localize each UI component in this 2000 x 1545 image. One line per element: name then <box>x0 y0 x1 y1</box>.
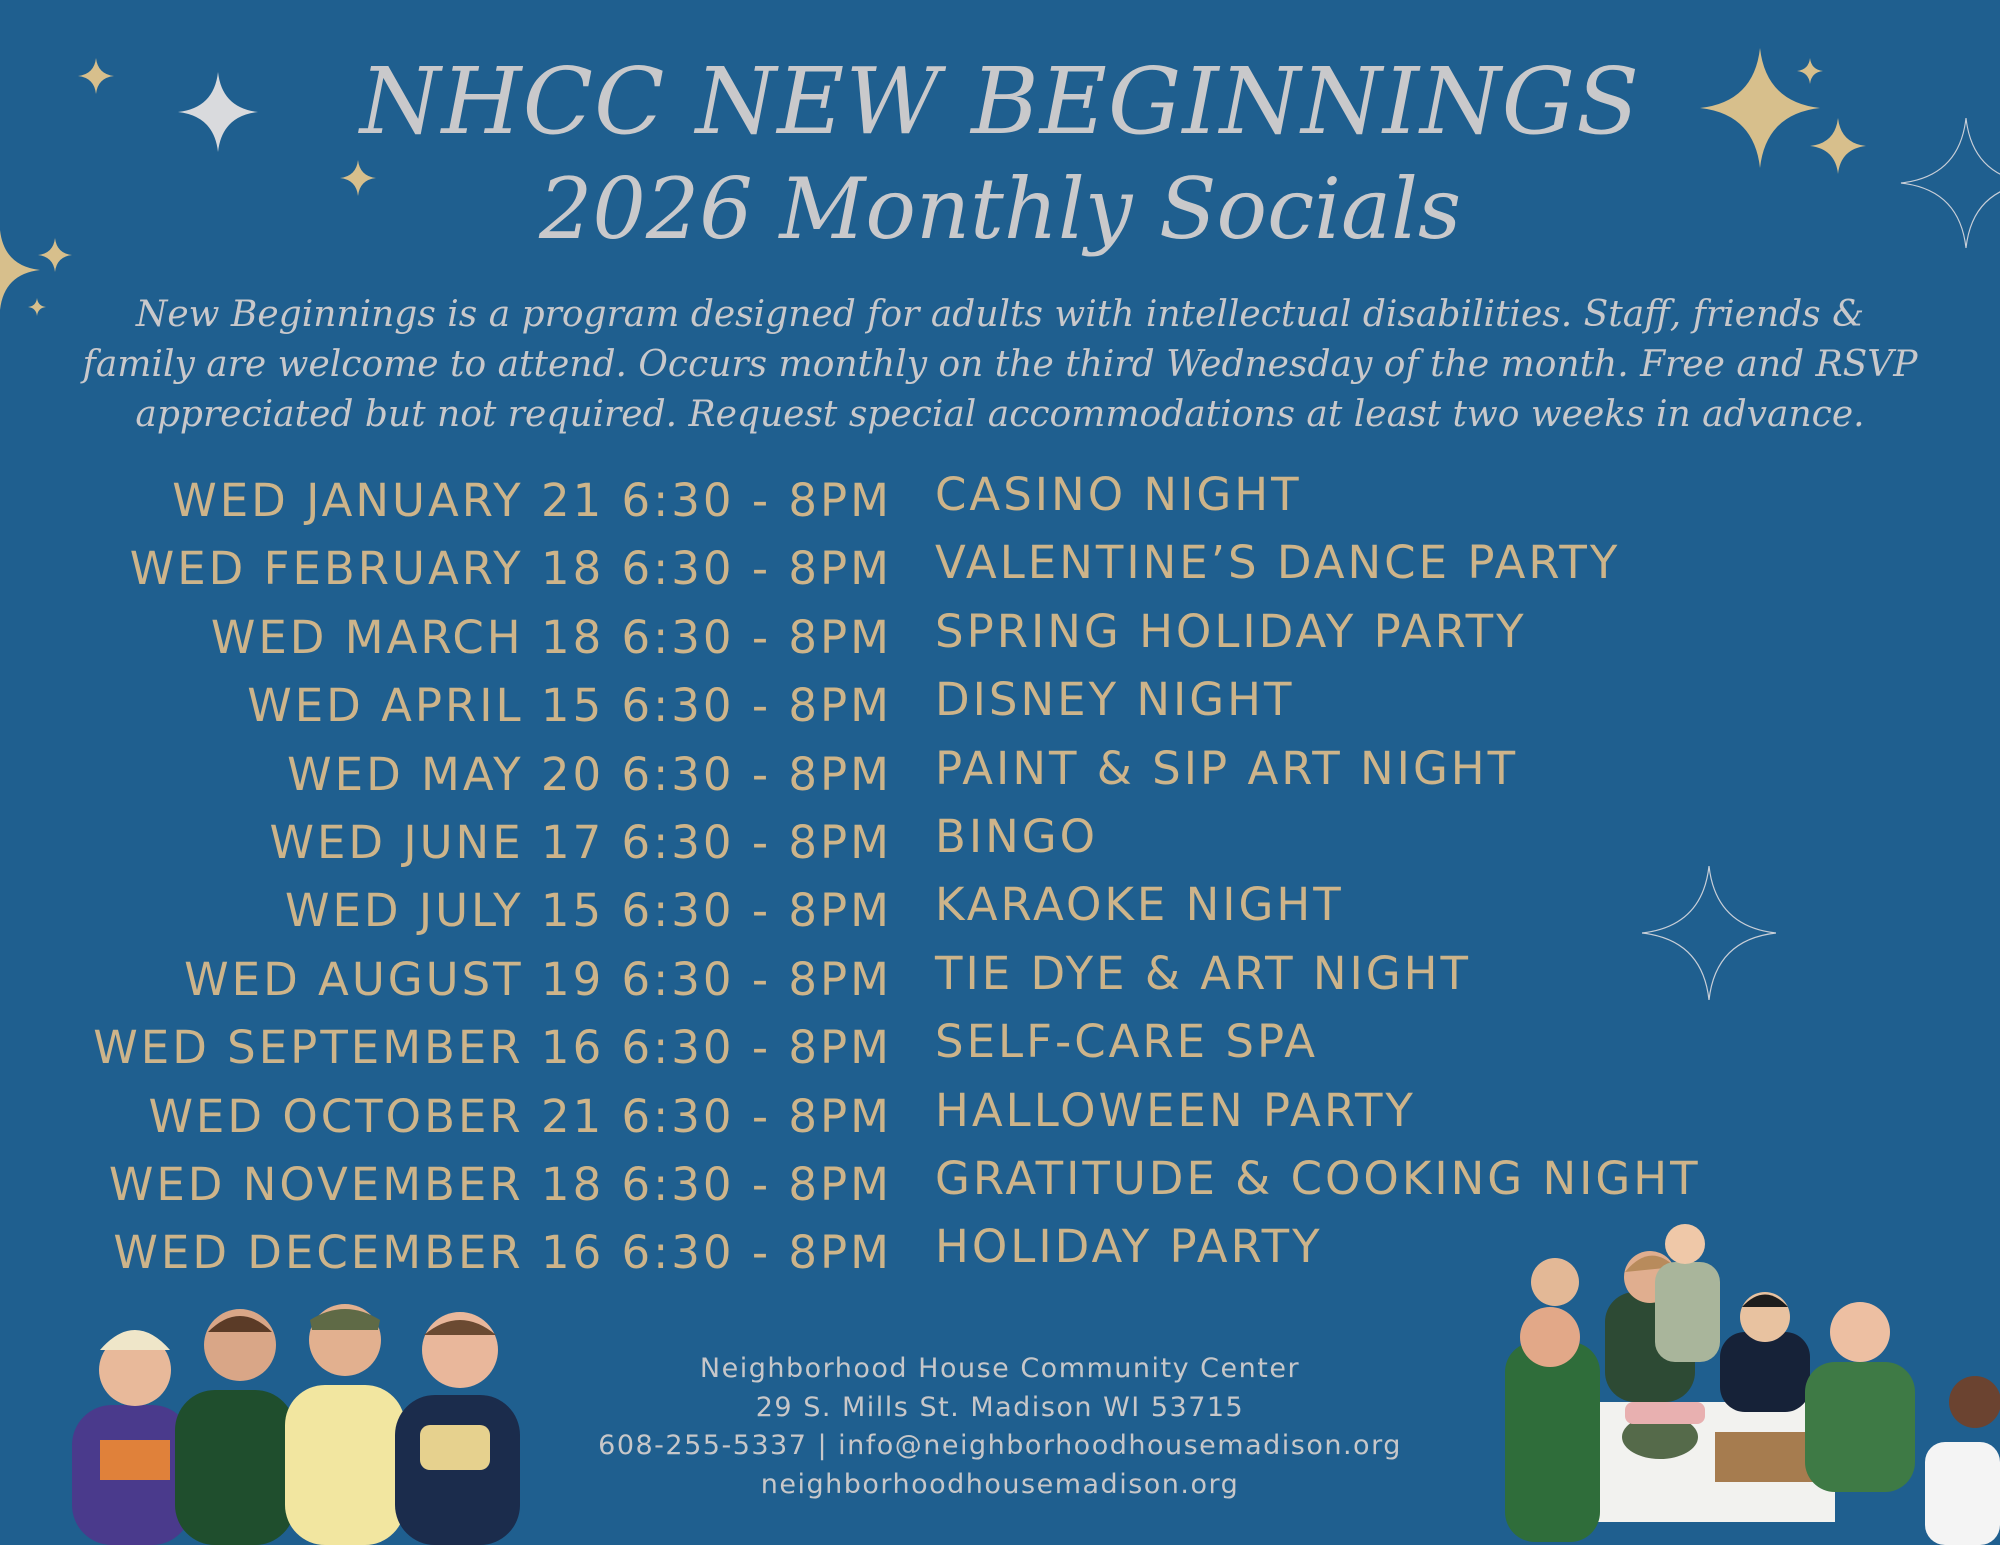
footer-contact <box>540 1350 1460 1504</box>
footer-address: 29 S. Mills St. Madison WI 53715 <box>755 1391 1245 1423</box>
program-description: New Beginnings is a program designed for adults with intellectual disabilities. Staff, friends & family are welcome to attend. Occurs monthly on the third Wednesday of the month. Free and RSVP appreciated but not required. Request special accommodations at least two weeks in advance. <box>82 294 1918 435</box>
schedule-date: WED FEBRUARY 18 6:30 - 8PM <box>129 542 892 596</box>
schedule-event: BINGO <box>935 809 1099 863</box>
schedule-date: WED JULY 15 6:30 - 8PM <box>284 884 892 938</box>
schedule-date: WED DECEMBER 16 6:30 - 8PM <box>113 1226 892 1280</box>
schedule-event: SPRING HOLIDAY PARTY <box>935 604 1527 658</box>
schedule-event: DISNEY NIGHT <box>935 673 1295 727</box>
schedule-row <box>0 1151 2000 1219</box>
schedule-date: WED JUNE 17 6:30 - 8PM <box>269 815 892 869</box>
schedule-event: HOLIDAY PARTY <box>935 1220 1323 1274</box>
sparkle-icon <box>28 298 46 316</box>
schedule-row <box>0 672 2000 740</box>
group-photo-right <box>1505 1222 2000 1545</box>
schedule-date: WED APRIL 15 6:30 - 8PM <box>247 679 892 733</box>
footer-org-name: Neighborhood House Community Center <box>699 1353 1301 1384</box>
schedule-row <box>0 467 2000 535</box>
schedule-date: WED MAY 20 6:30 - 8PM <box>287 747 892 801</box>
schedule-row <box>0 1014 2000 1082</box>
footer-website-link[interactable]: neighborhoodhousemadison.org <box>760 1468 1240 1500</box>
schedule-date: WED JANUARY 21 6:30 - 8PM <box>172 474 892 527</box>
schedule-row <box>0 604 2000 672</box>
schedule-event: GRATITUDE & COOKING NIGHT <box>935 1151 1701 1205</box>
schedule-event: SELF-CARE SPA <box>935 1015 1319 1069</box>
schedule-date: WED AUGUST 19 6:30 - 8PM <box>184 952 892 1006</box>
page-subtitle: 2026 Monthly Socials <box>538 160 1462 258</box>
footer-phone-email: 608-255-5337 | info@neighborhoodhousemadison.org <box>598 1430 1402 1461</box>
schedule-list <box>0 467 2000 1288</box>
page-title: NHCC NEW BEGINNINGS <box>359 48 1641 155</box>
schedule-event: PAINT & SIP ART NIGHT <box>935 741 1519 795</box>
schedule-event: CASINO NIGHT <box>935 468 1302 521</box>
schedule-date: WED OCTOBER 21 6:30 - 8PM <box>148 1089 892 1143</box>
group-photo-left <box>60 1290 530 1545</box>
schedule-row <box>0 877 2000 945</box>
schedule-row <box>0 809 2000 877</box>
schedule-row <box>0 535 2000 603</box>
schedule-event: HALLOWEEN PARTY <box>935 1083 1416 1137</box>
schedule-row <box>0 946 2000 1014</box>
schedule-row <box>0 1083 2000 1151</box>
schedule-event: VALENTINE’S DANCE PARTY <box>935 536 1621 590</box>
schedule-date: WED MARCH 18 6:30 - 8PM <box>210 610 892 664</box>
schedule-event: KARAOKE NIGHT <box>935 878 1344 932</box>
schedule-date: WED NOVEMBER 18 6:30 - 8PM <box>108 1157 892 1211</box>
schedule-row <box>0 741 2000 809</box>
schedule-event: TIE DYE & ART NIGHT <box>935 946 1472 1000</box>
schedule-date: WED SEPTEMBER 16 6:30 - 8PM <box>93 1021 892 1075</box>
